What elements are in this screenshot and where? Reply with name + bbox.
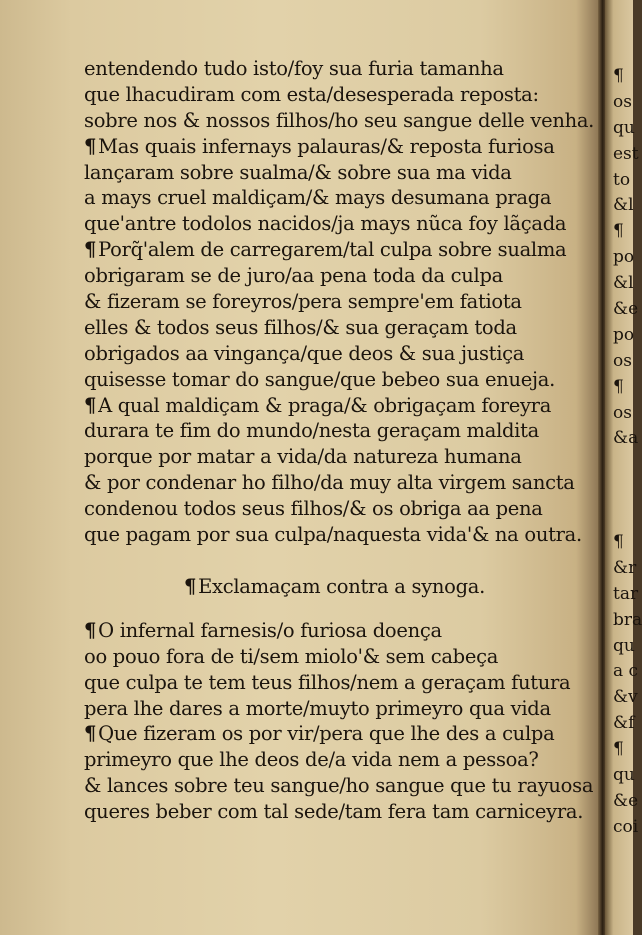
line-text: condenou todos seus filhos/& os obriga aa pena bbox=[84, 497, 543, 521]
facing-line-fragment: &l bbox=[613, 195, 634, 216]
pilcrow-icon: ¶ bbox=[184, 574, 197, 598]
text-line bbox=[84, 211, 596, 237]
facing-line-fragment: &a bbox=[613, 428, 639, 449]
text-line bbox=[84, 721, 596, 747]
facing-line-fragment: &v bbox=[613, 687, 638, 708]
text-line bbox=[84, 696, 596, 722]
text-line bbox=[84, 160, 596, 186]
facing-line-fragment: &f bbox=[613, 713, 635, 734]
facing-line-fragment: ¶ bbox=[613, 376, 624, 397]
text-line bbox=[84, 773, 596, 799]
facing-line-fragment bbox=[613, 452, 642, 478]
text-line bbox=[84, 315, 596, 341]
facing-line-fragment bbox=[613, 504, 642, 530]
facing-line-fragment: coi bbox=[613, 816, 639, 837]
facing-line-fragment bbox=[613, 478, 642, 504]
text-line bbox=[84, 367, 596, 393]
line-text: que'antre todolos nacidos/ja mays nũca foy lãçada bbox=[84, 212, 567, 236]
line-text: obrigados aa vingança/que deos & sua justiça bbox=[84, 341, 525, 365]
poem-text bbox=[84, 56, 596, 825]
text-line bbox=[84, 237, 596, 263]
facing-line-fragment: qu bbox=[613, 635, 635, 656]
text-line bbox=[84, 618, 596, 644]
pilcrow-icon: ¶ bbox=[84, 722, 97, 746]
line-text: Que fizeram os por vir/pera que lhe des a culpa bbox=[98, 722, 555, 746]
section-heading bbox=[84, 572, 596, 602]
text-line bbox=[84, 444, 596, 470]
line-text: queres beber com tal sede/tam fera tam carniceyra. bbox=[84, 800, 584, 824]
text-line bbox=[84, 747, 596, 773]
facing-line-fragment: ¶ bbox=[613, 66, 624, 86]
text-line bbox=[84, 670, 596, 696]
line-text: que culpa te tem teus filhos/nem a geraçam futura bbox=[84, 670, 571, 694]
line-text: lançaram sobre sualma/& sobre sua ma vida bbox=[84, 160, 512, 184]
stanza-1 bbox=[84, 56, 596, 548]
text-line bbox=[84, 496, 596, 522]
text-line bbox=[84, 393, 596, 419]
line-text: que lhacudiram com esta/desesperada reposta: bbox=[84, 82, 539, 106]
text-line bbox=[84, 289, 596, 315]
text-line bbox=[84, 263, 596, 289]
text-line bbox=[84, 134, 596, 160]
line-text: quisesse tomar do sangue/que bebeo sua enueja. bbox=[84, 367, 555, 391]
stanza-2 bbox=[84, 618, 596, 825]
line-text: Mas quais infernays palauras/& reposta furiosa bbox=[98, 134, 555, 158]
line-text: Porq̃'alem de carregarem/tal culpa sobre sualma bbox=[98, 238, 567, 262]
text-line bbox=[84, 522, 596, 548]
text-line bbox=[84, 470, 596, 496]
line-text: & fizeram se foreyros/pera sempre'em fatiota bbox=[84, 290, 522, 314]
text-line bbox=[84, 185, 596, 211]
facing-line-fragment: qu bbox=[613, 117, 635, 138]
line-text: a mays cruel maldiçam/& mays desumana praga bbox=[84, 186, 552, 210]
facing-line-fragment: ¶ bbox=[613, 532, 624, 553]
facing-line-fragment: a c bbox=[613, 661, 639, 682]
line-text: entendendo tudo isto/foy sua furia tamanha bbox=[84, 57, 504, 80]
facing-line-fragment: &l bbox=[613, 273, 634, 294]
pilcrow-icon: ¶ bbox=[84, 238, 97, 262]
text-line bbox=[84, 418, 596, 444]
facing-line-fragment: tar bbox=[613, 583, 639, 604]
facing-line-fragment: qu bbox=[613, 765, 635, 786]
line-text: elles & todos seus filhos/& sua geraçam toda bbox=[84, 315, 517, 339]
text-line bbox=[84, 56, 596, 82]
line-text: & por condenar ho filho/da muy alta virgem sancta bbox=[84, 471, 575, 495]
line-text: oo pouo fora de ti/sem miolo'& sem cabeça bbox=[84, 644, 499, 668]
facing-line-fragment: &e bbox=[613, 299, 639, 320]
line-text: pera lhe dares a morte/muyto primeyro qua vida bbox=[84, 696, 551, 720]
facing-line-fragment: to bbox=[613, 169, 631, 190]
line-text: primeyro que lhe deos de/a vida nem a pessoa? bbox=[84, 748, 539, 772]
facing-line-fragment: bra bbox=[613, 609, 642, 630]
line-text: O infernal farnesis/o furiosa doença bbox=[98, 618, 442, 642]
facing-line-fragment: &r bbox=[613, 557, 637, 578]
facing-line-fragment: os bbox=[613, 402, 632, 423]
line-text: & lances sobre teu sangue/ho sangue que tu rayuosa bbox=[84, 774, 594, 798]
text-line bbox=[84, 644, 596, 670]
text-line bbox=[84, 799, 596, 825]
facing-line-fragment: est bbox=[613, 143, 639, 164]
facing-line-fragment: ¶ bbox=[613, 221, 624, 242]
line-text: porque por matar a vida/da natureza humana bbox=[84, 445, 522, 469]
facing-page-text bbox=[613, 64, 642, 841]
facing-page-edge bbox=[605, 0, 642, 935]
line-text: durara te fim do mundo/nesta geraçam maldita bbox=[84, 419, 539, 443]
facing-line-fragment: &e bbox=[613, 790, 639, 811]
line-text: A qual maldiçam & praga/& obrigaçam foreyra bbox=[98, 393, 552, 417]
pilcrow-icon: ¶ bbox=[84, 393, 97, 417]
facing-line-fragment: os bbox=[613, 350, 632, 371]
line-text: sobre nos & nossos filhos/ho seu sangue delle venha. bbox=[84, 108, 595, 132]
facing-line-fragment: os bbox=[613, 91, 632, 112]
text-line bbox=[84, 82, 596, 108]
pilcrow-icon: ¶ bbox=[84, 618, 97, 642]
facing-line-fragment: po bbox=[613, 324, 635, 345]
pilcrow-icon: ¶ bbox=[84, 134, 97, 158]
heading-text: Exclamaçam contra a synoga. bbox=[198, 574, 486, 598]
facing-line-fragment: po bbox=[613, 247, 635, 268]
text-line bbox=[84, 341, 596, 367]
line-text: que pagam por sua culpa/naquesta vida'& na outra. bbox=[84, 523, 582, 547]
line-text: obrigaram se de juro/aa pena toda da culpa bbox=[84, 264, 503, 288]
facing-line-fragment: ¶ bbox=[613, 739, 624, 760]
text-line bbox=[84, 108, 596, 134]
